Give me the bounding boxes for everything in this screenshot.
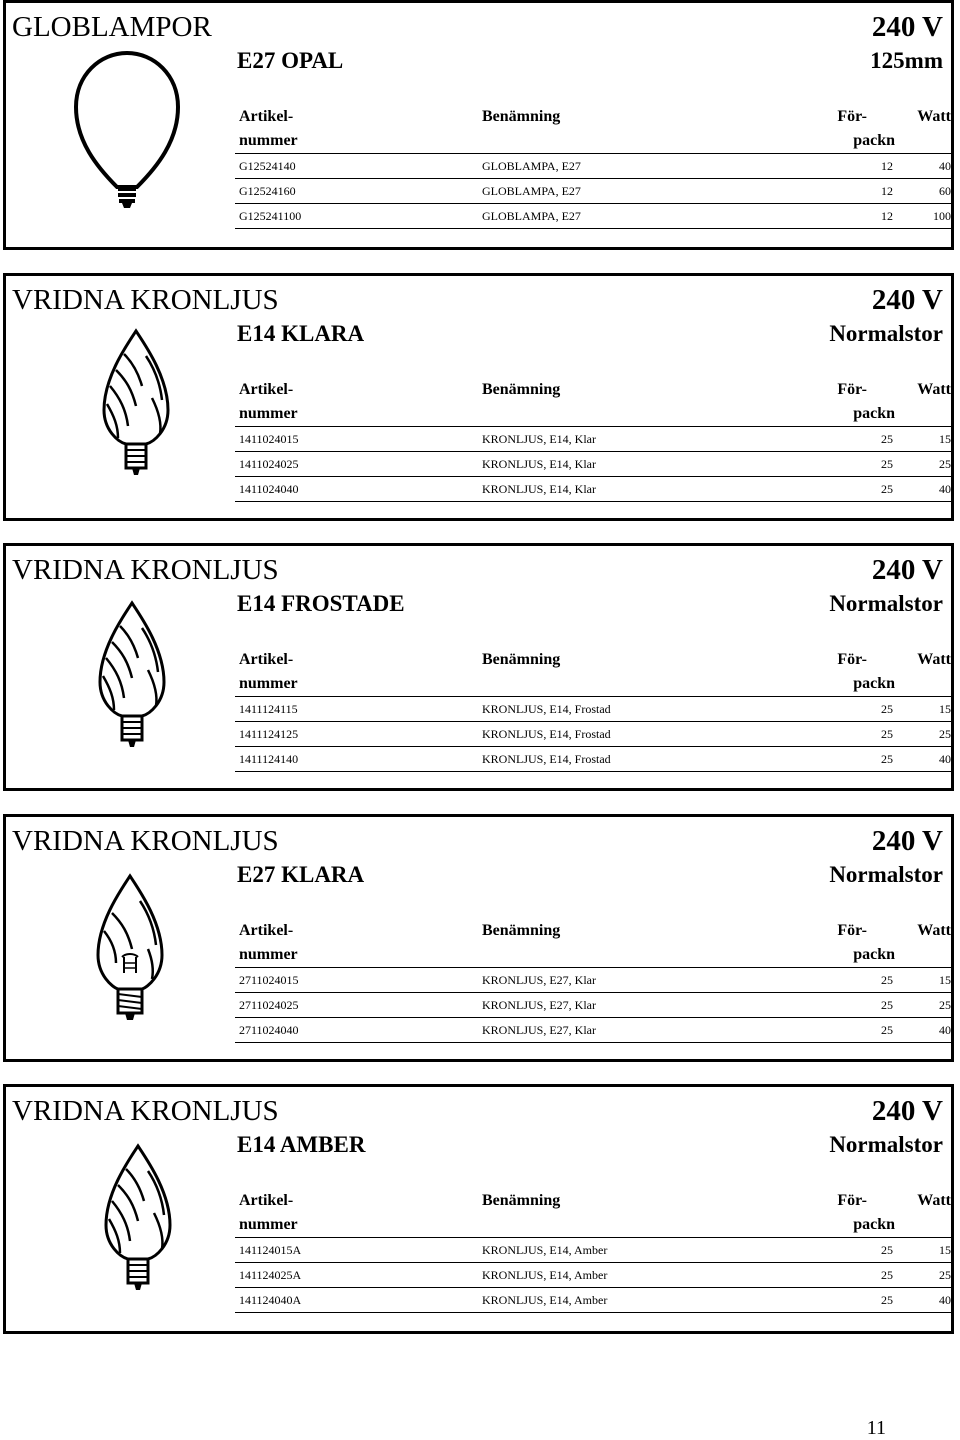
section-voltage: 240 V [871,284,943,316]
cell-article: 141124015A [239,1243,302,1257]
cell-name: GLOBLAMPA, E27 [482,184,581,198]
section-size: 125mm [870,48,943,73]
header-pack-line1: För- [837,651,867,668]
cell-article: 1411124115 [239,702,298,716]
cell-watt: 40 [939,1293,951,1307]
twisted-candle-bulb-icon [96,328,176,478]
cell-name: KRONLJUS, E14, Frostad [482,727,611,741]
table-row [235,154,951,179]
cell-watt: 15 [939,1243,951,1257]
cell-watt: 15 [939,702,951,716]
cell-article: G12524160 [239,184,296,198]
table-row [235,204,951,229]
twisted-candle-bulb-icon [98,1143,178,1293]
header-name: Benämning [482,651,561,668]
header-article-line1: Artikel- [239,381,294,398]
section-voltage: 240 V [871,554,943,586]
cell-watt: 25 [939,457,951,471]
cell-name: KRONLJUS, E27, Klar [482,998,596,1012]
cell-watt: 15 [939,432,951,446]
globe-bulb-icon [72,49,182,209]
table-row [235,1238,951,1263]
table-header [235,646,951,697]
cell-watt: 40 [939,752,951,766]
section-title: GLOBLAMPOR [12,11,212,43]
section-size: Normalstor [829,591,943,616]
table-row [235,747,951,772]
section-subtitle: E14 AMBER [237,1132,366,1157]
section-voltage: 240 V [871,11,943,43]
product-section-globlampor [3,0,954,250]
cell-name: KRONLJUS, E27, Klar [482,973,596,987]
product-section-kronljus-e14-amber [3,1084,954,1334]
cell-watt: 40 [939,159,951,173]
table-row [235,722,951,747]
section-title: VRIDNA KRONLJUS [12,284,279,316]
cell-article: G125241100 [239,209,302,223]
header-article-line2: nummer [239,675,298,692]
header-article-line1: Artikel- [239,651,294,668]
table-row [235,1288,951,1313]
cell-pack: 25 [881,973,893,987]
cell-article: 1411024015 [239,432,299,446]
header-name: Benämning [482,922,561,939]
cell-name: KRONLJUS, E14, Amber [482,1293,608,1307]
table-row [235,427,951,452]
section-subtitle: E27 KLARA [237,862,365,887]
cell-pack: 25 [881,1293,893,1307]
cell-name: KRONLJUS, E14, Klar [482,457,596,471]
cell-pack: 25 [881,1268,893,1282]
twisted-candle-bulb-icon [92,600,172,750]
product-table [235,917,951,1043]
table-row [235,179,951,204]
section-title: VRIDNA KRONLJUS [12,554,279,586]
cell-watt: 40 [939,1023,951,1037]
cell-name: KRONLJUS, E14, Klar [482,432,596,446]
cell-pack: 12 [881,159,893,173]
section-subtitle: E14 FROSTADE [237,591,405,616]
cell-pack: 25 [881,1243,893,1257]
cell-pack: 25 [881,1023,893,1037]
product-table [235,646,951,772]
section-voltage: 240 V [871,1095,943,1127]
cell-article: 2711024040 [239,1023,299,1037]
cell-article: 1411024040 [239,482,299,496]
cell-pack: 25 [881,702,893,716]
cell-pack: 25 [881,482,893,496]
table-row [235,477,951,502]
cell-name: KRONLJUS, E14, Klar [482,482,596,496]
cell-pack: 25 [881,752,893,766]
header-article-line2: nummer [239,405,298,422]
table-header [235,917,951,968]
header-article-line1: Artikel- [239,108,294,125]
cell-name: KRONLJUS, E14, Amber [482,1268,608,1282]
cell-article: 1411124125 [239,727,299,741]
cell-pack: 12 [881,209,893,223]
cell-name: KRONLJUS, E14, Amber [482,1243,608,1257]
page-number: 11 [866,1417,886,1439]
header-pack-line1: För- [837,381,867,398]
header-pack-line2: packn [853,132,895,149]
header-pack-line1: För- [837,1192,867,1209]
header-article-line1: Artikel- [239,1192,294,1209]
product-table [235,1187,951,1313]
section-size: Normalstor [829,862,943,887]
cell-watt: 15 [939,973,951,987]
header-watt: Watt [917,108,951,125]
cell-watt: 100 [933,209,951,223]
cell-pack: 12 [881,184,893,198]
cell-watt: 25 [939,1268,951,1282]
header-article-line2: nummer [239,946,298,963]
header-pack-line2: packn [853,1216,895,1233]
table-row [235,452,951,477]
table-row [235,993,951,1018]
table-row [235,968,951,993]
cell-name: KRONLJUS, E14, Frostad [482,752,611,766]
header-watt: Watt [917,922,951,939]
header-article-line1: Artikel- [239,922,294,939]
section-subtitle: E27 OPAL [237,48,344,73]
cell-name: KRONLJUS, E14, Frostad [482,702,611,716]
header-name: Benämning [482,381,561,398]
cell-pack: 25 [881,457,893,471]
section-size: Normalstor [829,321,943,346]
cell-pack: 25 [881,998,893,1012]
product-section-kronljus-e14-frostade [3,543,954,791]
section-subtitle: E14 KLARA [237,321,365,346]
cell-article: G12524140 [239,159,296,173]
product-table [235,103,951,229]
header-watt: Watt [917,651,951,668]
header-pack-line2: packn [853,675,895,692]
cell-name: KRONLJUS, E27, Klar [482,1023,596,1037]
product-section-kronljus-e27-klara [3,814,954,1062]
cell-article: 2711024025 [239,998,299,1012]
cell-pack: 25 [881,727,893,741]
table-header [235,1187,951,1238]
header-name: Benämning [482,1192,561,1209]
cell-watt: 60 [939,184,951,198]
table-row [235,1263,951,1288]
table-row [235,1018,951,1043]
cell-name: GLOBLAMPA, E27 [482,209,581,223]
cell-watt: 25 [939,998,951,1012]
section-title: VRIDNA KRONLJUS [12,825,279,857]
header-pack-line2: packn [853,946,895,963]
product-table [235,376,951,502]
section-size: Normalstor [829,1132,943,1157]
cell-watt: 40 [939,482,951,496]
header-watt: Watt [917,381,951,398]
cell-pack: 25 [881,432,893,446]
header-pack-line2: packn [853,405,895,422]
header-watt: Watt [917,1192,951,1209]
header-name: Benämning [482,108,561,125]
header-pack-line1: För- [837,922,867,939]
cell-article: 1411024025 [239,457,299,471]
header-article-line2: nummer [239,132,298,149]
cell-article: 141124040A [239,1293,302,1307]
product-section-kronljus-e14-klara [3,273,954,521]
cell-watt: 25 [939,727,951,741]
table-row [235,697,951,722]
header-article-line2: nummer [239,1216,298,1233]
twisted-candle-bulb-filament-icon [90,873,170,1023]
table-header [235,376,951,427]
table-header [235,103,951,154]
section-voltage: 240 V [871,825,943,857]
cell-article: 2711024015 [239,973,299,987]
cell-article: 1411124140 [239,752,299,766]
cell-name: GLOBLAMPA, E27 [482,159,581,173]
cell-article: 141124025A [239,1268,302,1282]
header-pack-line1: För- [837,108,867,125]
section-title: VRIDNA KRONLJUS [12,1095,279,1127]
